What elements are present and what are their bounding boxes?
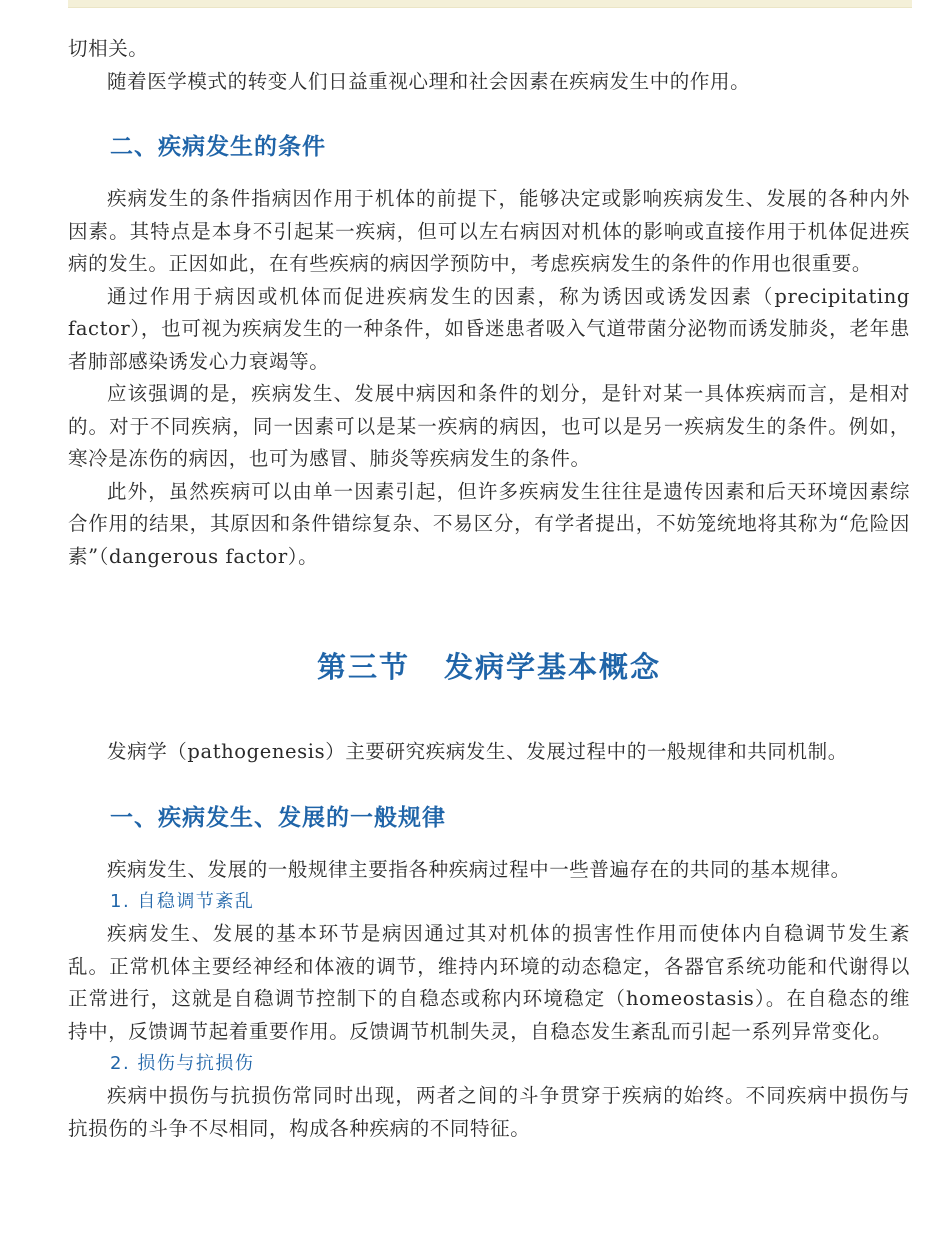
paragraph: 此外，虽然疾病可以由单一因素引起，但许多疾病发生往往是遗传因素和后天环境因素综合作用的结果，其原因和条件错综复杂、不易区分，有学者提出，不妨笼统地将其称为“危险因素”（dangerous factor）。 (68, 479, 910, 568)
paragraph: 疾病中损伤与抗损伤常同时出现，两者之间的斗争贯穿于疾病的始终。不同疾病中损伤与抗损伤的斗争不尽相同，构成各种疾病的不同特征。 (68, 1084, 910, 1140)
paragraph-continuation: 切相关。 (68, 37, 149, 60)
paragraph: 发病学（pathogenesis）主要研究疾病发生、发展过程中的一般规律和共同机制。 (107, 740, 848, 763)
subheading-homeostasis-disorder: 1. 自稳调节紊乱 (110, 891, 255, 912)
section-heading-conditions: 二、疾病发生的条件 (110, 133, 326, 160)
chapter-title (68, 645, 910, 686)
paragraph: 疾病发生、发展的一般规律主要指各种疾病过程中一些普遍存在的共同的基本规律。 (107, 857, 851, 881)
paragraph: 通过作用于病因或机体而促进疾病发生的因素，称为诱因或诱发因素（precipitating factor），也可视为疾病发生的一种条件，如昏迷患者吸入气道带菌分泌物而诱发肺炎，老年患者肺部感染诱发心力衰竭等。 (68, 284, 910, 373)
document-page (68, 0, 910, 1145)
paragraph: 疾病发生、发展的基本环节是病因通过其对机体的损害性作用而使体内自稳调节发生紊乱。正常机体主要经神经和体液的调节，维持内环境的动态稳定，各器官系统功能和代谢得以正常进行，这就是自稳调节控制下的自稳态或称内环境稳定（homeostasis）。在自稳态的维持中，反馈调节起着重要作用。反馈调节机制失灵，自稳态发生紊乱而引起一系列异常变化。 (68, 922, 910, 1043)
chapter-name: 发病学基本概念 (444, 650, 662, 684)
subheading-damage-antidamage: 2. 损伤与抗损伤 (110, 1053, 255, 1074)
section-heading-general-rules: 一、疾病发生、发展的一般规律 (110, 803, 446, 831)
paragraph: 应该强调的是，疾病发生、发展中病因和条件的划分，是针对某一具体疾病而言，是相对的。对于不同疾病，同一因素可以是某一疾病的病因，也可以是另一疾病发生的条件。例如，寒冷是冻伤的病因，也可为感冒、肺炎等疾病发生的条件。 (68, 382, 910, 470)
paragraph: 随着医学模式的转变人们日益重视心理和社会因素在疾病发生中的作用。 (107, 69, 751, 93)
paragraph: 疾病发生的条件指病因作用于机体的前提下，能够决定或影响疾病发生、发展的各种内外因素。其特点是本身不引起某一疾病，但可以左右病因对机体的影响或直接作用于机体促进疾病的发生。正因如此，在有些疾病的病因学预防中，考虑疾病发生的条件的作用也很重要。 (68, 187, 910, 275)
chapter-number: 第三节 (316, 650, 410, 684)
